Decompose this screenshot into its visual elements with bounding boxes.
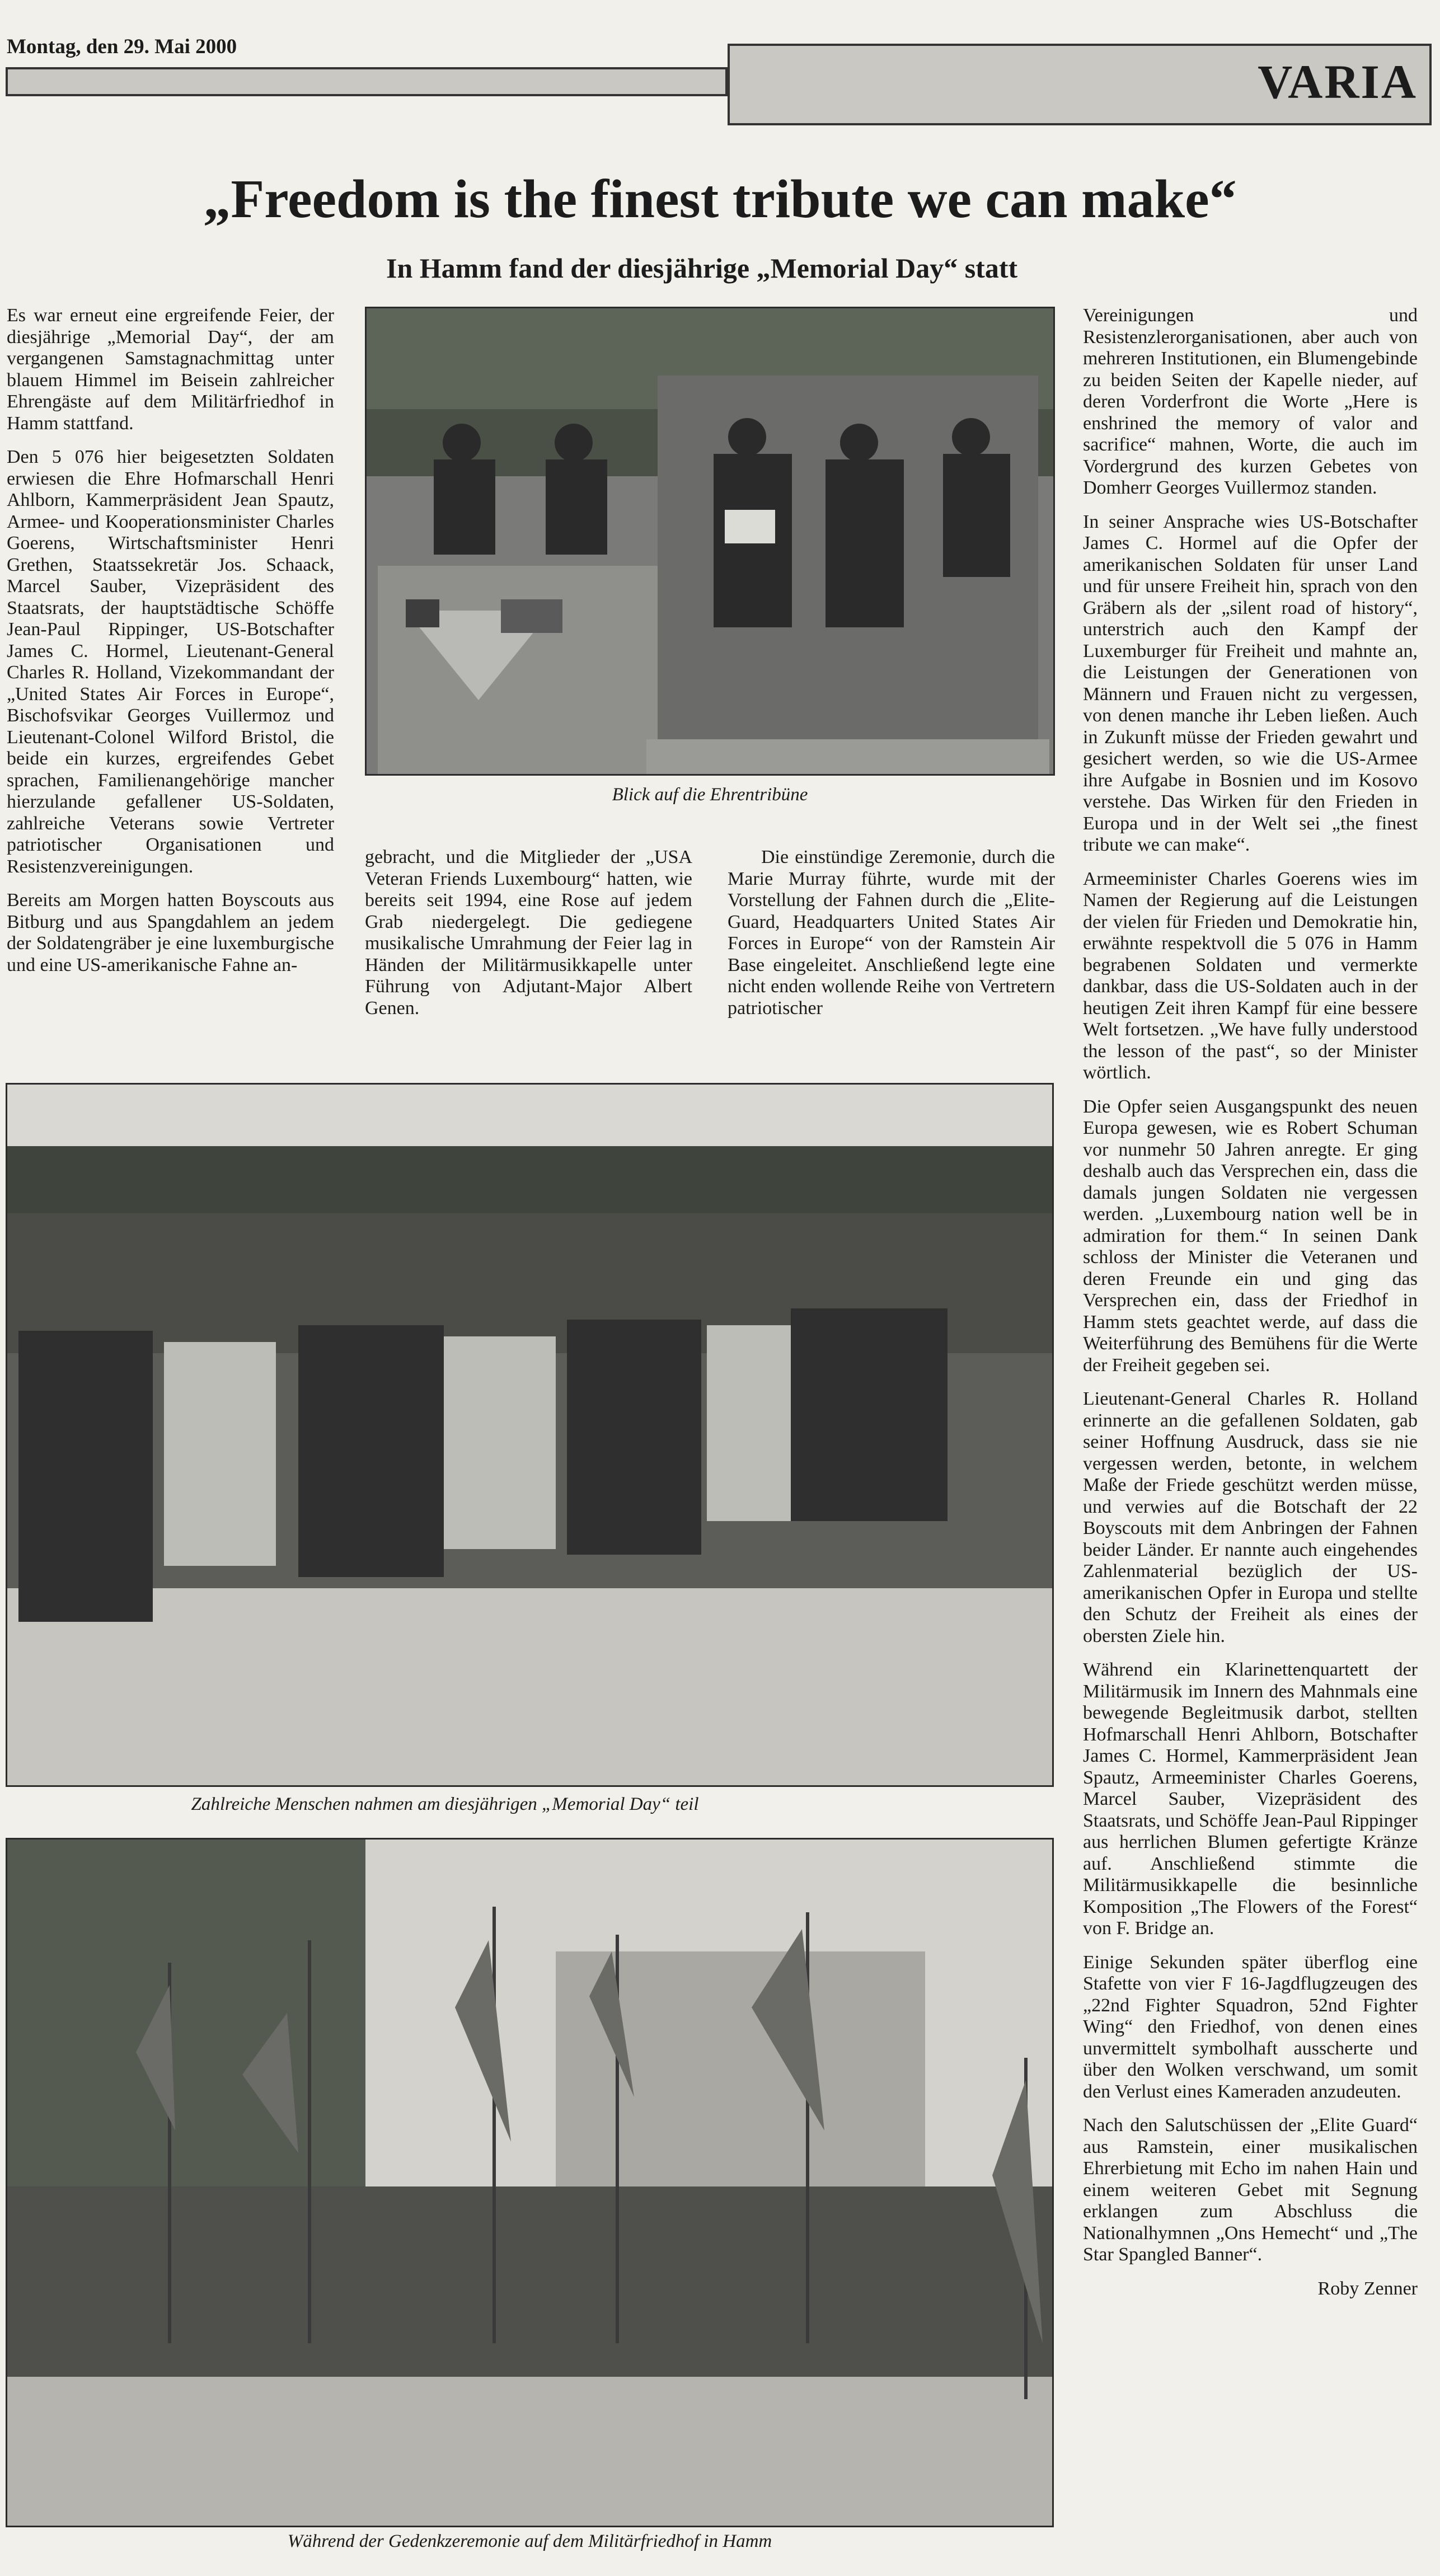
paragraph: gebracht, und die Mitglieder der „USA Veteran Friends Luxembourg“ hatten, wie bereits seit 1994, eine Rose auf jedem Grab niedergelegt. Die gediegene musikalische Umrahmung der Feier lag in Händen der Militärmusikkapelle unter Führung von Adjutant-Major Albert Genen. — [365, 847, 692, 1019]
crowd-photo-image — [7, 1085, 1054, 1787]
paragraph: Lieutenant-General Charles R. Holland erinnerte an die gefallenen Soldaten, gab seiner Hoffnung Ausdruck, dass sie nie vergessen werden, betonte, in welchem Maße der Friede geschützt werden müsse, und verwies auf die Botschaft der 22 Boyscouts mit dem Anbringen der Fahnen beider Länder. Er nannte auch eingehendes Zahlenmaterial bezüglich der US-amerikanischen Opfer in Europa und stellte den Schutz der Freiheit als eines der obersten Ziele hin. — [1083, 1388, 1418, 1646]
photo-caption-grandstand: Blick auf die Ehrentribüne — [612, 785, 808, 805]
text-column-2 — [365, 847, 692, 1031]
paragraph: Die Opfer seien Ausgangspunkt des neuen Europa gewesen, wie es Robert Schuman vor nunmehr 50 Jahren anregte. Er ging deshalb auch das Versprechen ein, dass die damals jungen Soldaten nie vergessen werden. „Luxembourg nation well be in admiration for them.“ In seinen Dank schloss der Minister die Veteranen und deren Freunde ein und ging das Versprechen ein, dass der Friedhof in Hamm stets geachtet werde, auf dass die Weiterführung des Bemühens für die Werte der Freiheit gegeben sei. — [1083, 1096, 1418, 1376]
issue-date: Montag, den 29. Mai 2000 — [7, 35, 237, 58]
photo-crowd — [6, 1083, 1054, 1787]
grandstand-photo-image — [367, 308, 1055, 776]
paragraph: Armeeminister Charles Goerens wies im Namen der Regierung auf die Leistungen der vielen für Frieden und Demokratie hin, erwähnte respektvoll die 5 076 in Hamm begrabenen Soldaten und vermerkte dankbar, dass die US-Soldaten auch in der heutigen Zeit ihren Kampf für eine bessere Welt fortsetzen. „We have fully understood the lesson of the past“, so der Minister wörtlich. — [1083, 868, 1418, 1083]
header-rule — [6, 67, 728, 96]
text-column-4 — [1083, 305, 1418, 2300]
photo-ceremony — [6, 1838, 1054, 2527]
photo-caption-ceremony: Während der Gedenkzeremonie auf dem Militärfriedhof in Hamm — [287, 2531, 772, 2551]
paragraph: Vereinigungen und Resistenzlerorganisationen, aber auch von mehreren Institutionen, ein Blumengebinde zu beiden Seiten der Kapelle nieder, auf deren Vorderfront die Worte „Here is enshrined the memory of valor and sacrifice“ mahnen, Worte, die auch im Vordergrund des kurzen Gebetes von Domherr Georges Vuillermoz standen. — [1083, 305, 1418, 498]
photo-caption-crowd: Zahlreiche Menschen nahmen am diesjährigen „Memorial Day“ teil — [191, 1794, 699, 1814]
paragraph: Es war erneut eine ergreifende Feier, der diesjährige „Memorial Day“, der am vergangenen Samstagnachmittag unter blauem Himmel im Beisein zahlreicher Ehrengäste auf dem Militärfriedhof in Hamm stattfand. — [7, 305, 334, 434]
paragraph: Einige Sekunden später überflog eine Stafette von vier F 16-Jagdflugzeugen des „22nd Fighter Squadron, 52nd Fighter Wing“ den Friedhof, von denen eines unvermittelt symbolhaft ausscherte und über den Wolken verschwand, um somit den Verlust eines Kameraden anzudeuten. — [1083, 1951, 1418, 2102]
text-column-3 — [728, 847, 1055, 1031]
photo-grandstand — [365, 307, 1055, 776]
article-author: Roby Zenner — [1317, 2278, 1418, 2299]
article-headline: „Freedom is the finest tribute we can make“ — [203, 169, 1237, 229]
paragraph: Den 5 076 hier beigesetzten Soldaten erwiesen die Ehre Hofmarschall Henri Ahlborn, Kammerpräsident Jean Spautz, Armee- und Kooperationsminister Charles Goerens, Wirtschaftsminister Henri Grethen, Staatssekretär Jos. Schaack, Marcel Sauber, Vizepräsident des Staatsrats, der hauptstädtische Schöffe Jean-Paul Rippinger, US-Botschafter James C. Hormel, Lieutenant-General Charles R. Holland, Vizekommandant der „United States Air Forces in Europe“, Bischofsvikar Georges Vuillermoz und Lieutenant-Colonel Wilford Bristol, die beide ein kurzes, ergreifendes Gebet sprachen, Familienangehörige mancher hierzulande gefallener US-Soldaten, zahlreiche Veterans sowie Vertreter patriotischer Organisationen und Resistenzvereinigungen. — [7, 447, 334, 877]
article-subheadline: In Hamm fand der diesjährige „Memorial Day“ statt — [386, 252, 1018, 284]
section-title: VARIA — [1258, 55, 1418, 109]
ceremony-photo-image — [7, 1840, 1054, 2527]
paragraph: Bereits am Morgen hatten Boyscouts aus Bitburg und aus Spangdahlem an jedem der Soldatengräber je eine luxemburgische und eine US-amerikanische Fahne an- — [7, 890, 334, 975]
paragraph: Während ein Klarinettenquartett der Militärmusik im Innern des Mahnmals eine bewegende Begleitmusik darbot, stellten Hofmarschall Henri Ahlborn, Botschafter James C. Hormel, Kammerpräsident Jean Spautz, Armeeminister Charles Goerens, Marcel Sauber, Vizepräsident des Staatsrats, und Schöffe Jean-Paul Rippinger aus herrlichen Blumen gefertigte Kränze auf. Anschließend stimmte die Militärmusikkapelle die besinnliche Komposition „The Flowers of the Forest“ von F. Bridge an. — [1083, 1659, 1418, 1939]
paragraph: Nach den Salutschüssen der „Elite Guard“ aus Ramstein, einer musikalischen Ehrerbietung mit Echo im nahen Hain und einem weiteren Gebet mit Segnung erklangen zum Abschluss die Nationalhymnen „Ons Hemecht“ und „The Star Spangled Banner“. — [1083, 2115, 1418, 2265]
paragraph: In seiner Ansprache wies US-Botschafter James C. Hormel auf die Opfer der amerikanischen Soldaten für unser Land und für unsere Freiheit hin, sprach von den Gräbern als der „silent road of history“, unterstrich auch den Kampf der Luxemburger für Freiheit und mahnte an, die Leistungen der Generationen von Männern und Frauen nicht zu vergessen, von denen manche ihr Leben ließen. Auch in Zukunft müsse der Frieden gewahrt und gesichert werden, so wie die US-Armee ihre Aufgabe in Bosnien und im Kosovo verstehe. Das Wirken für den Frieden in Europa und in der Welt sei „the finest tribute we can make“. — [1083, 511, 1418, 855]
text-column-1 — [7, 305, 334, 988]
paragraph: Die einstündige Zeremonie, durch die Marie Murray führte, wurde mit der Vorstellung der Fahnen durch die „Elite-Guard, Headquarters United States Air Forces in Europe“ von der Ramstein Air Base eingeleitet. Anschließend legte eine nicht enden wollende Reihe von Vertretern patriotischer — [728, 847, 1055, 1019]
